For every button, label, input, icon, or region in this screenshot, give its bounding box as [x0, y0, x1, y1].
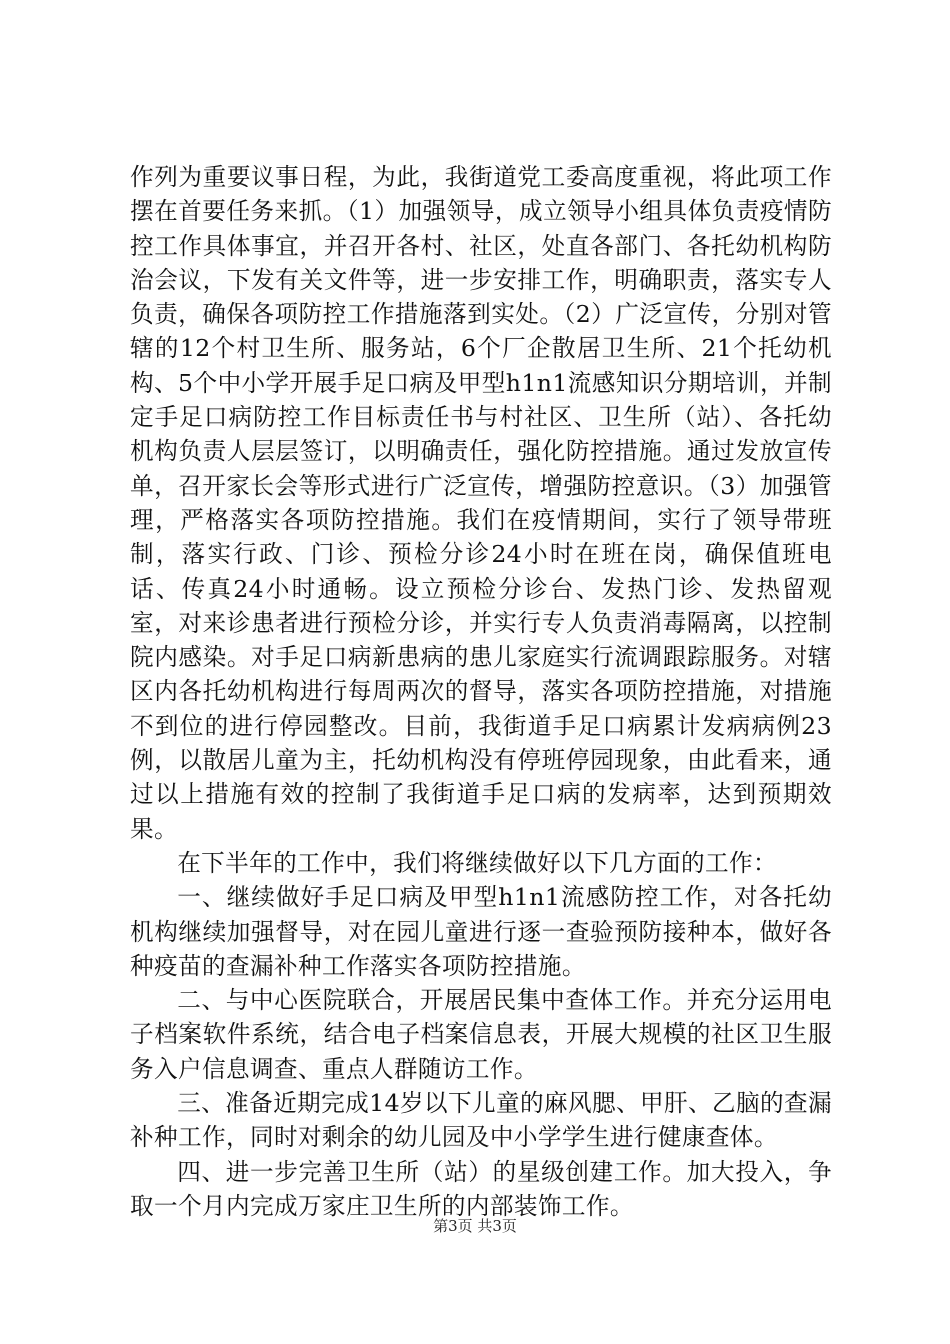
page-footer: 第3页 共3页	[433, 1217, 517, 1235]
paragraph-plan-item-3: 三、准备近期完成14岁以下儿童的麻风腮、甲肝、乙脑的查漏补种工作，同时对剩余的幼儿园及中小学学生进行健康查体。	[130, 1089, 832, 1152]
paragraph-measures: 作列为重要议事日程，为此，我街道党工委高度重视，将此项工作摆在首要任务来抓。（1）加强领导，成立领导小组具体负责疫情防控工作具体事宜，并召开各村、社区，处直各部门、各托幼机构防治会议，下发有关文件等，进一步安排工作，明确职责，落实专人负责，确保各项防控工作措施落到实处。（2）广泛宣传，分别对管辖的12个村卫生所、服务站，6个厂企散居卫生所、21个托幼机构、5个中小学开展手足口病及甲型h1n1流感知识分期培训，并制定手足口病防控工作目标责任书与村社区、卫生所（站）、各托幼机构负责人层层签订，以明确责任，强化防控措施。通过发放宣传单，召开家长会等形式进行广泛宣传，增强防控意识。（3）加强管理，严格落实各项防控措施。我们在疫情期间，实行了领导带班制，落实行政、门诊、预检分诊24小时在班在岗，确保值班电话、传真24小时通畅。设立预检分诊台、发热门诊、发热留观室，对来诊患者进行预检分诊，并实行专人负责消毒隔离，以控制院内感染。对手足口病新患病的患儿家庭实行流调跟踪服务。对辖区内各托幼机构进行每周两次的督导，落实各项防控措施，对措施不到位的进行停园整改。目前，我街道手足口病累计发病病例23例，以散居儿童为主，托幼机构没有停班停园现象，由此看来，通过以上措施有效的控制了我街道手足口病的发病率，达到预期效果。	[130, 163, 832, 843]
paragraph-plan-item-2: 二、与中心医院联合，开展居民集中查体工作。并充分运用电子档案软件系统，结合电子档案信息表，开展大规模的社区卫生服务入户信息调查、重点人群随访工作。	[130, 986, 832, 1083]
document-body	[130, 160, 832, 1223]
paragraph-plan-item-4: 四、进一步完善卫生所（站）的星级创建工作。加大投入，争取一个月内完成万家庄卫生所的内部装饰工作。	[130, 1157, 832, 1220]
paragraph-plan-item-1: 一、继续做好手足口病及甲型h1n1流感防控工作，对各托幼机构继续加强督导，对在园儿童进行逐一查验预防接种本，做好各种疫苗的查漏补种工作落实各项防控措施。	[130, 883, 832, 980]
paragraph-plan-intro: 在下半年的工作中，我们将继续做好以下几方面的工作：	[177, 848, 778, 877]
